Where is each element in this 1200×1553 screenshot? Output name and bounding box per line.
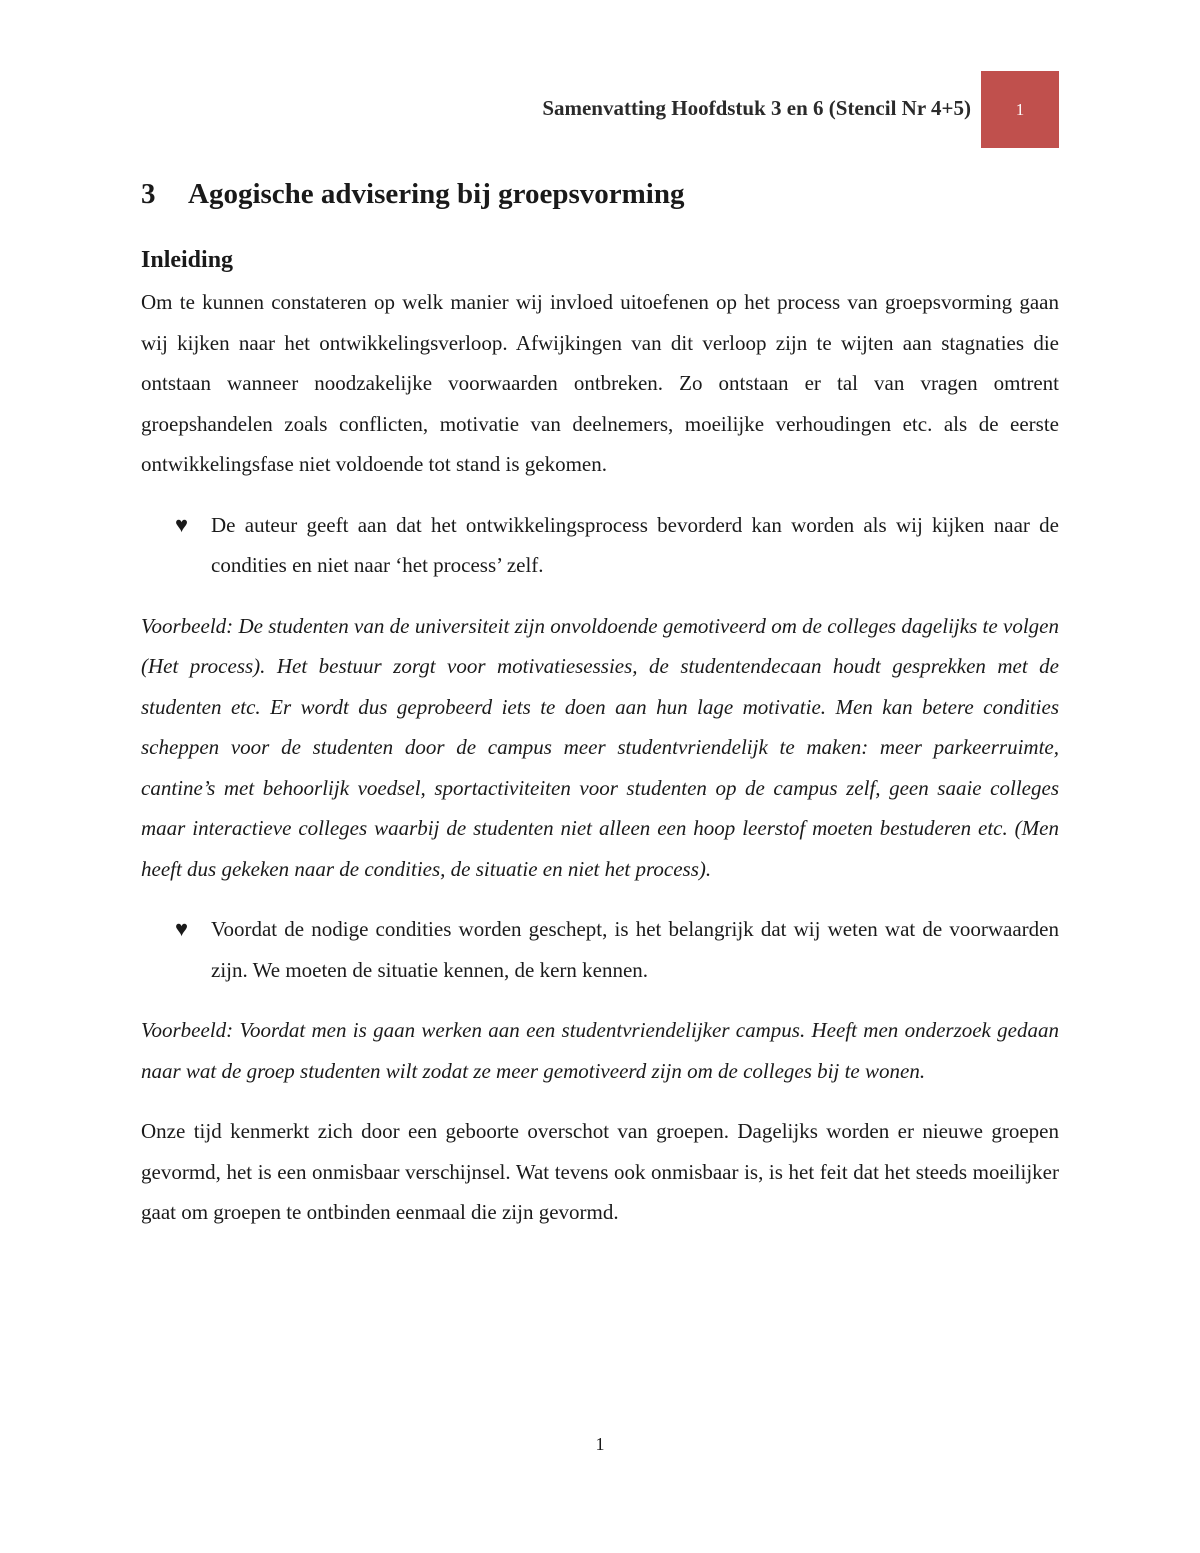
example-paragraph: Voorbeeld: Voordat men is gaan werken aan een studentvriendelijker campus. Heeft men onderzoek gedaan naar wat de groep studenten wilt zodat ze meer gemotiveerd zijn om de colleges bij te wonen.: [141, 1018, 1059, 1083]
chapter-number: 3: [141, 178, 156, 210]
footer-page-number: 1: [595, 1434, 605, 1454]
bullet-item: [141, 909, 1059, 990]
bullet-text: Voordat de nodige condities worden geschept, is het belangrijk dat wij weten wat de voorwaarden zijn. We moeten de situatie kennen, de kern kennen.: [211, 917, 1059, 982]
section-heading: Inleiding: [141, 247, 234, 273]
header-page-number: 1: [1015, 99, 1025, 119]
heart-bullet-icon: ♥: [175, 511, 189, 537]
chapter-title: Agogische advisering bij groepsvorming: [188, 178, 685, 210]
header-title: Samenvatting Hoofdstuk 3 en 6 (Stencil Nr 4+5): [542, 96, 971, 120]
bullet-text: De auteur geeft aan dat het ontwikkelingsprocess bevorderd kan worden als wij kijken naar de condities en niet naar ‘het process’ zelf.: [211, 512, 1059, 577]
page-content: [141, 172, 1059, 1233]
example-paragraph: Voorbeeld: De studenten van de universiteit zijn onvoldoende gemotiveerd om de colleges dagelijks te volgen (Het process). Het bestuur zorgt voor motivatiesessies, de studentendecaan houdt gesprekken met de studenten etc. Er wordt dus geprobeerd iets te doen aan hun lage motivatie. Men kan betere condities scheppen voor de studenten door de campus meer studentvriendelijk te maken: meer parkeerruimte, cantine’s met behoorlijk voedsel, sportactiviteiten voor studenten op de campus zelf, geen saaie colleges maar interactieve colleges waarbij de studenten niet alleen een hoop leerstof moeten bestuderen etc. (Men heeft dus gekeken naar de condities, de situatie en niet het process).: [141, 613, 1059, 881]
heart-bullet-icon: ♥: [175, 916, 189, 941]
header-page-box: [981, 71, 1059, 148]
closing-paragraph: Onze tijd kenmerkt zich door een geboorte overschot van groepen. Dagelijks worden er nieuwe groepen gevormd, het is een onmisbaar verschijnsel. Wat tevens ook onmisbaar is, is het feit dat het steeds moeilijker gaat om groepen te ontbinden eenmaal die zijn gevormd.: [141, 1119, 1059, 1224]
bullet-item: [141, 505, 1059, 586]
chapter-heading: [141, 172, 1059, 216]
intro-paragraph: Om te kunnen constateren op welk manier wij invloed uitoefenen op het process van groepsvorming gaan wij kijken naar het ontwikkelingsverloop. Afwijkingen van dit verloop zijn te wijten aan stagnaties die ontstaan wanneer noodzakelijke voorwaarden ontbreken. Zo ontstaan er tal van vragen omtrent groepshandelen zoals conflicten, motivatie van deelnemers, moeilijke verhoudingen etc. als de eerste ontwikkelingsfase niet voldoende tot stand is gekomen.: [141, 290, 1059, 476]
